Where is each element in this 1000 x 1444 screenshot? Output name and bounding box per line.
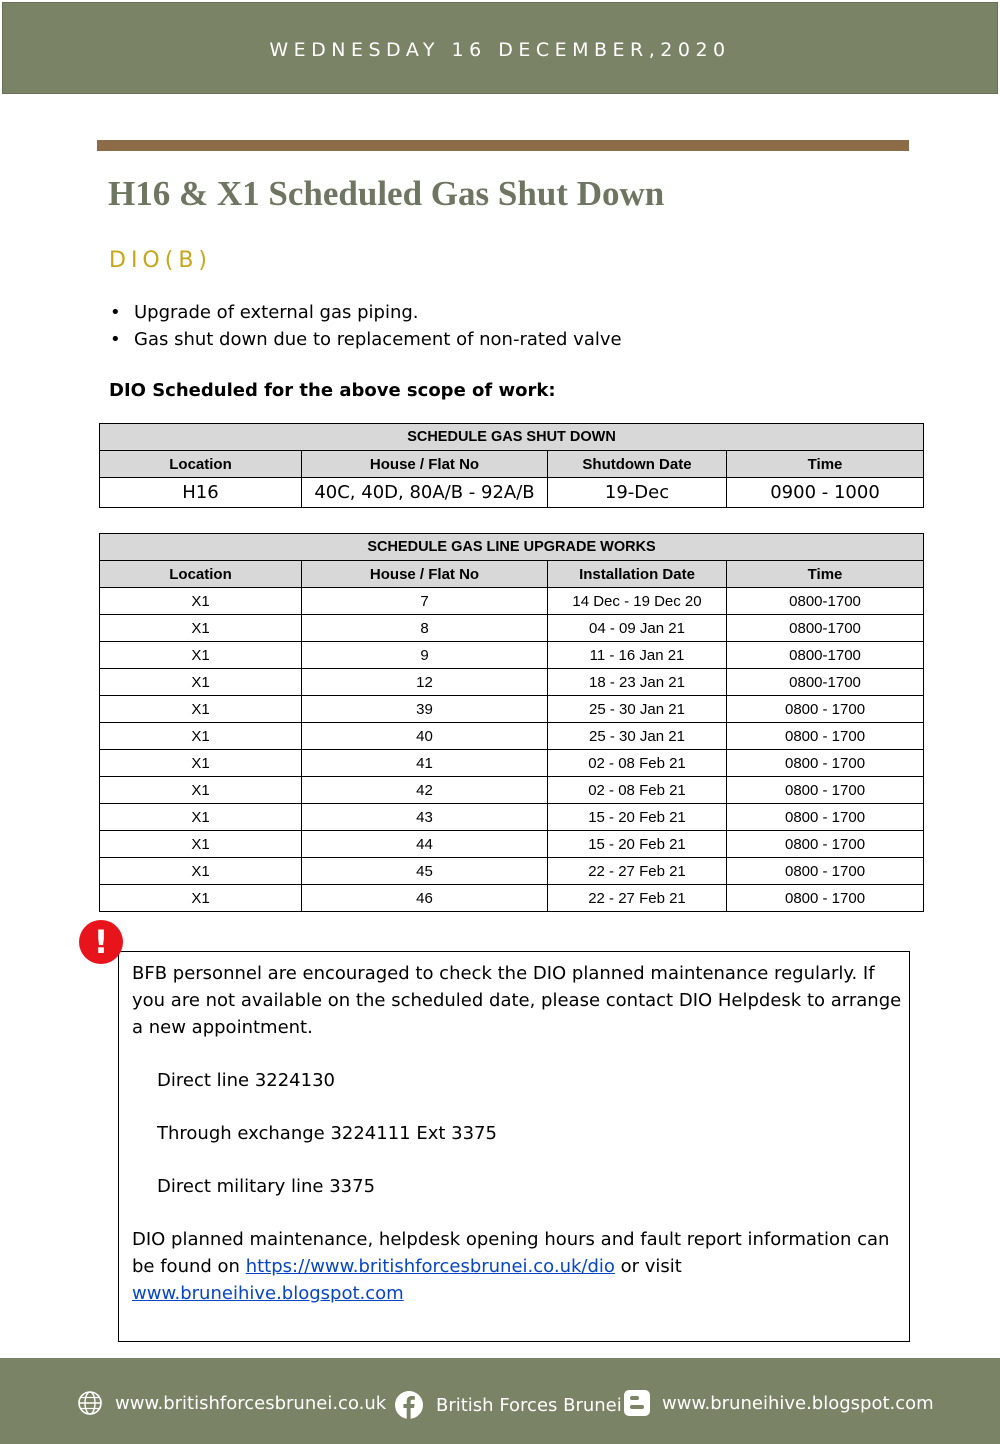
table-cell: 14 Dec - 19 Dec 20 [548, 588, 727, 615]
table-cell: 7 [302, 588, 548, 615]
blogger-icon [624, 1390, 650, 1416]
info-prefix: DIO planned maintenance, helpdesk opening hours and fault report information can be found on [132, 1229, 890, 1277]
table-row [100, 858, 924, 885]
table-row [100, 885, 924, 912]
notice-box [118, 951, 910, 1342]
table-cell: H16 [100, 478, 302, 508]
table-cell: 8 [302, 615, 548, 642]
table-cell: X1 [100, 615, 302, 642]
upgrade-table-body [100, 588, 924, 912]
table-cell: 46 [302, 885, 548, 912]
table-cell: 39 [302, 696, 548, 723]
table-caption: SCHEDULE GAS SHUT DOWN [100, 424, 924, 451]
table-cell: 40C, 40D, 80A/B - 92A/B [302, 478, 548, 508]
table-cell: 25 - 30 Jan 21 [548, 696, 727, 723]
column-header: Installation Date [548, 561, 727, 588]
table-cell: 0800 - 1700 [727, 831, 924, 858]
table-cell: 02 - 08 Feb 21 [548, 777, 727, 804]
scope-bullets [110, 299, 622, 353]
table-header-row [100, 561, 924, 588]
table-cell: 22 - 27 Feb 21 [548, 885, 727, 912]
header-rule [97, 140, 909, 151]
footer-facebook[interactable] [394, 1390, 622, 1420]
table-row [100, 642, 924, 669]
table-cell: X1 [100, 804, 302, 831]
column-header: House / Flat No [302, 561, 548, 588]
table-cell: 0800 - 1700 [727, 750, 924, 777]
column-header: House / Flat No [302, 451, 548, 478]
footer-blog[interactable] [624, 1390, 934, 1416]
table-cell: 18 - 23 Jan 21 [548, 669, 727, 696]
table-cell: 0800 - 1700 [727, 885, 924, 912]
table-row [100, 615, 924, 642]
shutdown-table [99, 423, 924, 508]
table-cell: 0800-1700 [727, 642, 924, 669]
header-bar [2, 2, 998, 94]
table-cell: 9 [302, 642, 548, 669]
table-cell: 19-Dec [548, 478, 727, 508]
table-cell: X1 [100, 831, 302, 858]
footer-website[interactable] [77, 1390, 386, 1416]
table-cell: 15 - 20 Feb 21 [548, 831, 727, 858]
table-cell: 0800-1700 [727, 588, 924, 615]
notice-intro: BFB personnel are encouraged to check the DIO planned maintenance regularly. If you are not available on the scheduled date, please contact DIO Helpdesk to arrange a new appointment. [132, 963, 902, 1038]
blog-link[interactable]: www.bruneihive.blogspot.com [132, 1283, 404, 1304]
dio-link[interactable]: https://www.britishforcesbrunei.co.uk/dio [245, 1256, 615, 1277]
table-cell: 22 - 27 Feb 21 [548, 858, 727, 885]
table-row [100, 478, 924, 508]
page-subtitle: DIO(B) [109, 248, 213, 273]
upgrade-table [99, 533, 924, 912]
table-cell: 43 [302, 804, 548, 831]
table-cell: 0800 - 1700 [727, 858, 924, 885]
footer-blog-text: www.bruneihive.blogspot.com [662, 1392, 934, 1414]
table-cell: 11 - 16 Jan 21 [548, 642, 727, 669]
table-cell: X1 [100, 777, 302, 804]
table-cell: X1 [100, 723, 302, 750]
header-date: WEDNESDAY 16 DECEMBER,2020 [269, 39, 731, 61]
table-cell: 44 [302, 831, 548, 858]
table-row [100, 831, 924, 858]
table-cell: 0800 - 1700 [727, 723, 924, 750]
table-cell: X1 [100, 669, 302, 696]
table-row [100, 669, 924, 696]
table-cell: 0800-1700 [727, 669, 924, 696]
table-cell: 41 [302, 750, 548, 777]
globe-icon [77, 1390, 103, 1416]
column-header: Location [100, 561, 302, 588]
footer-facebook-text: British Forces Brunei [436, 1394, 622, 1416]
alert-icon: ! [79, 920, 123, 964]
info-mid: or visit [614, 1256, 682, 1277]
table-caption: SCHEDULE GAS LINE UPGRADE WORKS [100, 534, 924, 561]
table-cell: 40 [302, 723, 548, 750]
table-cell: 0800 - 1700 [727, 696, 924, 723]
table-cell: 12 [302, 669, 548, 696]
bullet-item: • Gas shut down due to replacement of non-rated valve [110, 326, 622, 353]
notice-info [132, 1226, 902, 1307]
contact-direct-line: Direct line 3224130 [157, 1070, 335, 1091]
scope-heading: DIO Scheduled for the above scope of work: [109, 380, 556, 401]
column-header: Shutdown Date [548, 451, 727, 478]
footer-website-text: www.britishforcesbrunei.co.uk [115, 1392, 387, 1414]
table-cell: X1 [100, 588, 302, 615]
table-cell: X1 [100, 696, 302, 723]
footer-bar [0, 1358, 1000, 1444]
table-cell: 0800 - 1700 [727, 804, 924, 831]
table-cell: X1 [100, 642, 302, 669]
table-cell: 0900 - 1000 [727, 478, 924, 508]
column-header: Location [100, 451, 302, 478]
table-row [100, 588, 924, 615]
table-cell: 42 [302, 777, 548, 804]
page-title: H16 & X1 Scheduled Gas Shut Down [108, 174, 665, 213]
table-cell: 0800-1700 [727, 615, 924, 642]
table-header-row [100, 451, 924, 478]
table-cell: 45 [302, 858, 548, 885]
contact-exchange: Through exchange 3224111 Ext 3375 [157, 1123, 497, 1144]
table-cell: 04 - 09 Jan 21 [548, 615, 727, 642]
table-cell: X1 [100, 750, 302, 777]
notice-text [132, 960, 902, 1307]
table-row [100, 723, 924, 750]
table-cell: X1 [100, 858, 302, 885]
bullet-item: • Upgrade of external gas piping. [110, 299, 622, 326]
table-cell: 25 - 30 Jan 21 [548, 723, 727, 750]
table-row [100, 777, 924, 804]
table-row [100, 696, 924, 723]
facebook-icon [394, 1390, 424, 1420]
contact-military-line: Direct military line 3375 [157, 1176, 376, 1197]
table-cell: 0800 - 1700 [727, 777, 924, 804]
table-cell: 15 - 20 Feb 21 [548, 804, 727, 831]
table-row [100, 804, 924, 831]
column-header: Time [727, 561, 924, 588]
column-header: Time [727, 451, 924, 478]
table-cell: 02 - 08 Feb 21 [548, 750, 727, 777]
table-cell: X1 [100, 885, 302, 912]
table-row [100, 750, 924, 777]
